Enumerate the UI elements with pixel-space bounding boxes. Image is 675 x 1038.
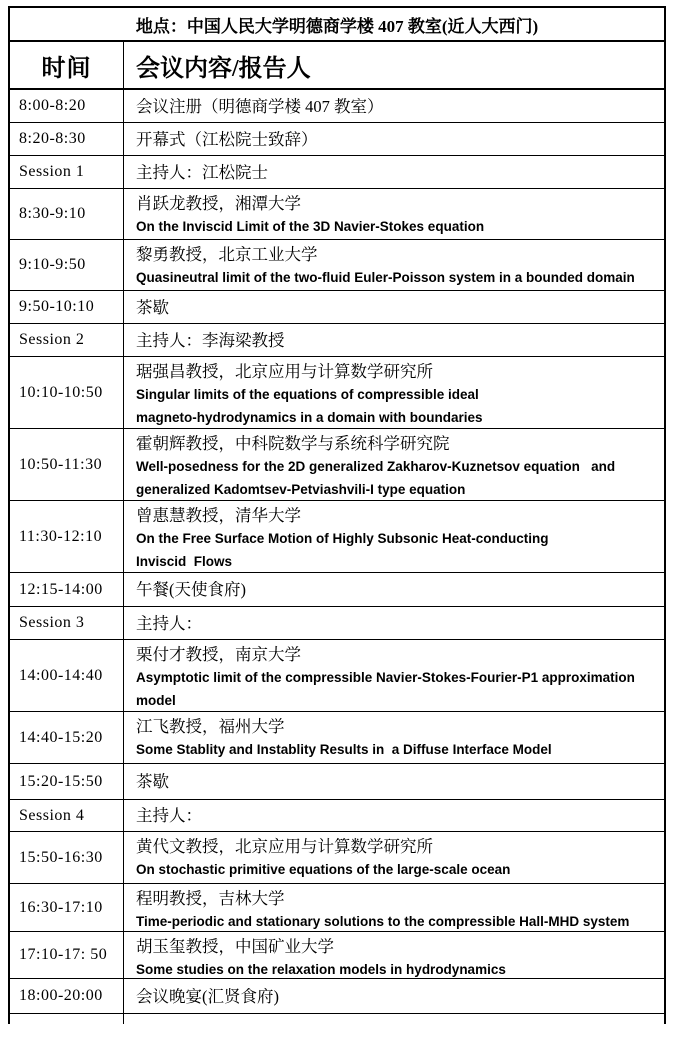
talk-title-line1: Some Stablity and Instablity Results in a Diffuse Interface Model [136, 742, 552, 757]
content-cell [124, 156, 664, 188]
content-cell [124, 291, 664, 323]
talk-title-line2: model [136, 693, 176, 708]
table-row-lunch [10, 573, 664, 607]
time-cell-empty [10, 1014, 124, 1024]
content-cell [124, 189, 664, 239]
content-cell [124, 573, 664, 606]
talk-title-line2: generalized Kadomtsev-Petviashvili-I type equation [136, 482, 466, 497]
event-text: 开幕式（江松院士致辞） [136, 129, 318, 149]
content-cell [124, 324, 664, 356]
speaker-affiliation: 栗付才教授，南京大学 [136, 645, 301, 664]
content-cell [124, 607, 664, 639]
time-cell: 9:10-9:50 [10, 240, 124, 290]
table-row-session-2 [10, 324, 664, 357]
table-row-talk [10, 884, 664, 932]
location-header-row [10, 8, 664, 42]
speaker-affiliation: 程明教授，吉林大学 [136, 889, 285, 908]
content-cell [124, 90, 664, 122]
table-row-talk [10, 501, 664, 573]
content-cell [124, 501, 664, 572]
time-cell: 16:30-17:10 [10, 884, 124, 931]
content-cell [124, 884, 664, 931]
column-header-time: 时间 [10, 42, 124, 88]
table-row-opening [10, 123, 664, 156]
content-cell [124, 764, 664, 799]
talk-title-line1: Asymptotic limit of the compressible Navier-Stokes-Fourier-P1 approximation [136, 670, 635, 685]
content-cell [124, 979, 664, 1013]
content-cell [124, 800, 664, 831]
time-cell: 17:10-17: 50 [10, 932, 124, 978]
table-row-talk [10, 357, 664, 429]
time-cell: 8:00-8:20 [10, 90, 124, 122]
table-row-session-1 [10, 156, 664, 189]
speaker-affiliation: 黄代文教授，北京应用与计算数学研究所 [136, 837, 433, 856]
table-row-tea-break [10, 291, 664, 324]
time-cell: 15:50-16:30 [10, 832, 124, 883]
speaker-affiliation: 琚强昌教授，北京应用与计算数学研究所 [136, 362, 433, 381]
talk-title-line1: On stochastic primitive equations of the large-scale ocean [136, 862, 511, 877]
content-cell [124, 123, 664, 155]
content-cell [124, 357, 664, 428]
table-row-tea-break [10, 764, 664, 800]
time-cell: 15:20-15:50 [10, 764, 124, 799]
content-cell [124, 429, 664, 500]
talk-title-line1: Well-posedness for the 2D generalized Zakharov-Kuznetsov equation and [136, 459, 616, 474]
speaker-affiliation: 胡玉玺教授，中国矿业大学 [136, 937, 334, 956]
content-cell [124, 712, 664, 763]
talk-title-line1: Time-periodic and stationary solutions to the compressible Hall-MHD system [136, 914, 630, 929]
table-row-talk [10, 240, 664, 291]
content-cell [124, 832, 664, 883]
content-cell [124, 640, 664, 711]
time-cell: 12:15-14:00 [10, 573, 124, 606]
talk-title-line1: On the Inviscid Limit of the 3D Navier-Stokes equation [136, 219, 485, 234]
time-cell: 10:10-10:50 [10, 357, 124, 428]
speaker-affiliation: 黎勇教授，北京工业大学 [136, 245, 318, 264]
session-label: Session 3 [10, 607, 124, 639]
time-cell: 18:00-20:00 [10, 979, 124, 1013]
chair-text: 主持人：李海梁教授 [136, 330, 285, 350]
table-row-session-3 [10, 607, 664, 640]
session-label: Session 2 [10, 324, 124, 356]
table-row-talk [10, 712, 664, 764]
event-text: 午餐(天使食府) [136, 580, 246, 599]
event-text: 茶歇 [136, 772, 169, 791]
talk-title-line2: Inviscid Flows [136, 554, 233, 569]
table-row-talk [10, 189, 664, 240]
time-cell: 14:00-14:40 [10, 640, 124, 711]
chair-text: 主持人：江松院士 [136, 162, 268, 182]
table-row-session-4 [10, 800, 664, 832]
column-header-content: 会议内容/报告人 [136, 55, 311, 82]
table-row-talk [10, 832, 664, 884]
table-row-partial [10, 1014, 664, 1024]
conference-schedule-table [8, 6, 666, 1024]
table-row-talk [10, 640, 664, 712]
location-header-text: 地点：中国人民大学明德商学楼 407 教室(近人大西门) [135, 16, 539, 36]
table-row-talk [10, 429, 664, 501]
speaker-affiliation: 霍朝辉教授，中科院数学与系统科学研究院 [136, 434, 450, 453]
content-cell-empty [124, 1014, 664, 1024]
speaker-affiliation: 肖跃龙教授，湘潭大学 [136, 194, 301, 213]
event-text: 会议晚宴(汇贤食府) [136, 986, 279, 1006]
event-text: 会议注册（明德商学楼 407 教室） [136, 96, 384, 116]
session-label: Session 4 [10, 800, 124, 831]
talk-title-line1: On the Free Surface Motion of Highly Subsonic Heat-conducting [136, 531, 549, 546]
time-cell: 14:40-15:20 [10, 712, 124, 763]
speaker-affiliation: 曾惠慧教授，清华大学 [136, 506, 301, 525]
speaker-affiliation: 江飞教授，福州大学 [136, 717, 285, 736]
table-row-banquet [10, 979, 664, 1014]
column-header-row [10, 42, 664, 90]
talk-title-line1: Quasineutral limit of the two-fluid Euler-Poisson system in a bounded domain [136, 270, 635, 285]
event-text: 茶歇 [136, 297, 169, 317]
time-cell: 10:50-11:30 [10, 429, 124, 500]
time-cell: 9:50-10:10 [10, 291, 124, 323]
time-cell: 8:20-8:30 [10, 123, 124, 155]
content-cell [124, 240, 664, 290]
time-cell: 8:30-9:10 [10, 189, 124, 239]
chair-text: 主持人： [136, 806, 202, 825]
chair-text: 主持人： [136, 613, 202, 633]
talk-title-line1: Singular limits of the equations of compressible ideal [136, 387, 479, 402]
talk-title-line1: Some studies on the relaxation models in hydrodynamics [136, 962, 506, 977]
talk-title-line2: magneto-hydrodynamics in a domain with boundaries [136, 410, 483, 425]
table-row-talk [10, 932, 664, 979]
table-row-registration [10, 90, 664, 123]
time-cell: 11:30-12:10 [10, 501, 124, 572]
session-label: Session 1 [10, 156, 124, 188]
content-cell [124, 932, 664, 978]
